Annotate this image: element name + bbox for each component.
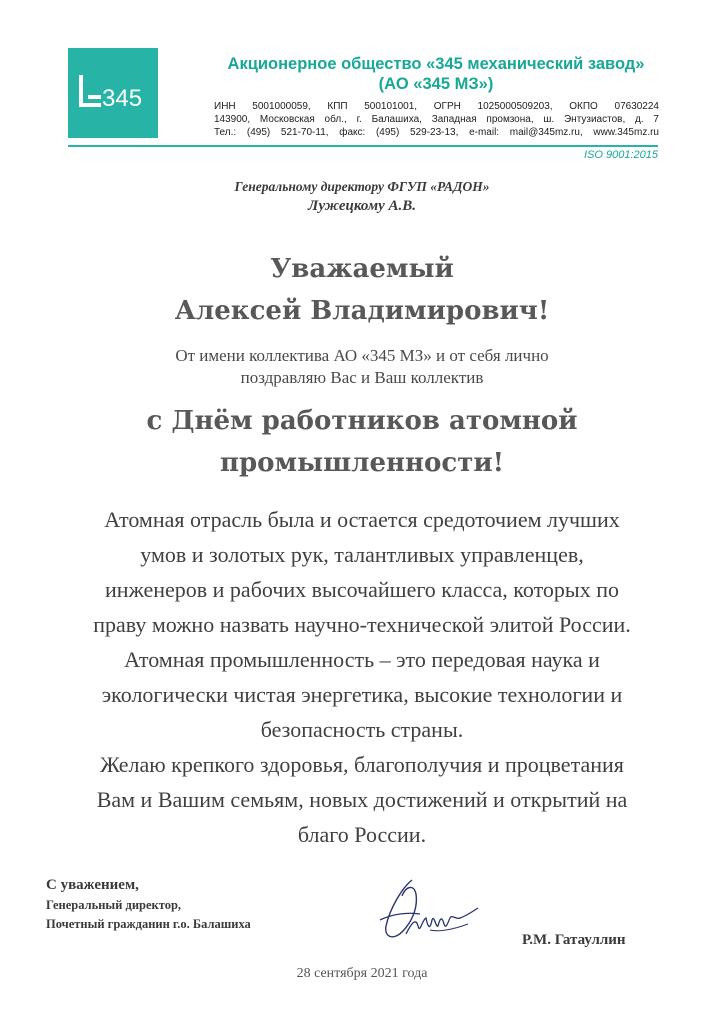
intro-line-1: От имени коллектива АО «345 МЗ» и от себя лично: [175, 346, 549, 365]
body-line: благо России.: [297, 822, 427, 847]
letter-date: 28 сентября 2021 года: [296, 966, 428, 981]
body-line: Желаю крепкого здоровья, благополучия и процветания: [100, 752, 624, 777]
requisites-address: 143900, Московская обл., г. Балашиха, Западная промзона, ш. Энтузиастов, д. 7: [214, 114, 659, 125]
signer-title: Почетный гражданин г.о. Балашиха: [46, 917, 251, 931]
requisites-contacts: Тел.: (495) 521-70-11, факс: (495) 529-23-13, e-mail: mail@345mz.ru, www.345mz.ru: [214, 127, 659, 138]
occasion-line-1: с Днём работников атомной: [146, 406, 578, 436]
body-line: Атомная промышленность – это передовая наука и: [124, 647, 600, 672]
logo-number: 345: [102, 85, 143, 112]
body-line: безопасность страны.: [260, 717, 464, 742]
greeting: [0, 248, 724, 332]
body-line: праву можно назвать научно-технической элитой России.: [93, 612, 631, 637]
header-divider: [68, 145, 658, 147]
intro: [0, 345, 724, 389]
addressee: [0, 178, 724, 217]
addressee-position: Генеральному директору ФГУП «РАДОН»: [234, 179, 490, 194]
company-name: Акционерное общество «345 механический завод»: [227, 55, 645, 73]
company-logo: [68, 48, 158, 138]
requisites-ids: ИНН 5001000059, КПП 500101001, ОГРН 1025000509203, ОКПО 07630224: [214, 101, 659, 112]
handwritten-signature: [372, 868, 482, 950]
iso-certification: ISO 9001:2015: [583, 149, 658, 161]
occasion-line-2: промышленности!: [219, 448, 505, 478]
intro-line-2: поздравляю Вас и Ваш коллектив: [240, 368, 484, 387]
signer-position: Генеральный директор,: [46, 898, 182, 912]
letter-body: [30, 502, 694, 852]
signer-name: Р.М. Гатауллин: [522, 932, 626, 948]
greeting-line-2: Алексей Владимирович!: [174, 296, 550, 326]
company-requisites: [214, 100, 659, 139]
letterhead: [0, 0, 724, 170]
company-short-name: (АО «345 МЗ»): [378, 75, 494, 93]
signoff: [46, 874, 366, 934]
regards: С уважением,: [46, 877, 139, 893]
body-line: Атомная отрасль была и остается средоточием лучших: [104, 507, 620, 532]
logo-mark-icon: [68, 48, 158, 138]
greeting-line-1: Уважаемый: [270, 254, 454, 284]
body-line: инженеров и рабочих высочайшего класса, которых по: [105, 577, 619, 602]
body-line: экологически чистая энергетика, высокие технологии и: [101, 682, 623, 707]
body-line: Вам и Вашим семьям, новых достижений и открытий на: [96, 787, 628, 812]
occasion-heading: [0, 400, 724, 484]
addressee-name: Лужецкому А.В.: [307, 198, 417, 214]
body-line: умов и золотых рук, талантливых управленцев,: [140, 542, 584, 567]
